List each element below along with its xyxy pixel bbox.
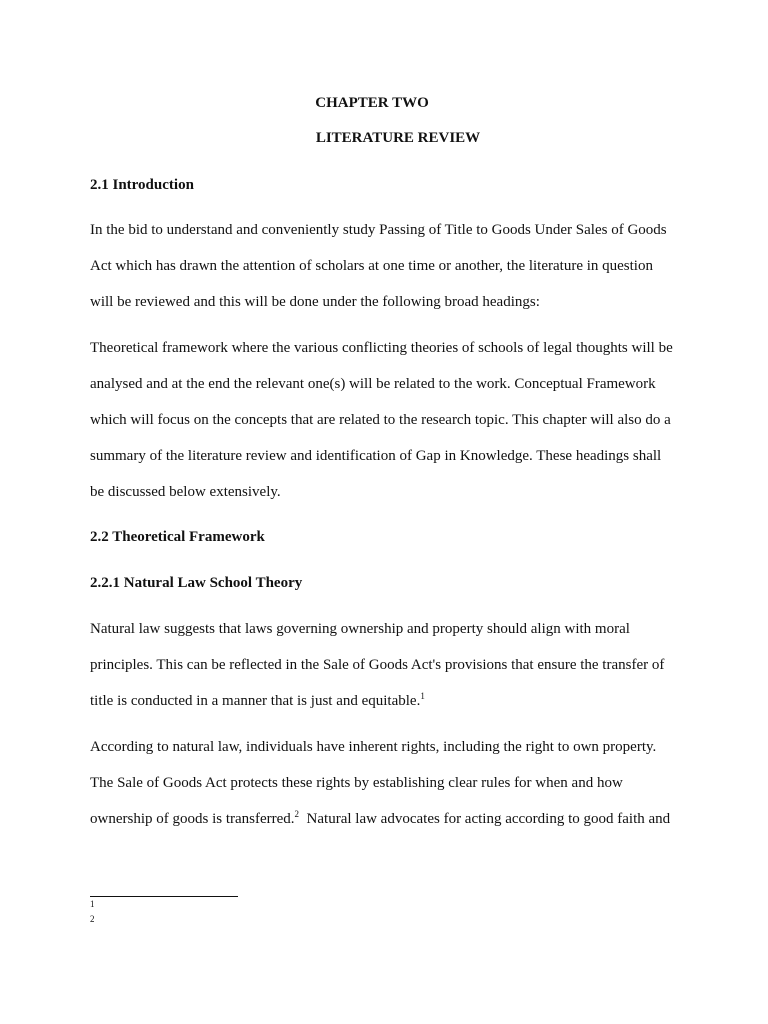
- text-line: The Sale of Goods Act protects these rights by establishing clear rules for when and how: [90, 775, 623, 791]
- chapter-title-heading: LITERATURE REVIEW: [315, 130, 481, 146]
- text-line: which will focus on the concepts that are related to the research topic. This chapter will also do a: [90, 412, 671, 428]
- text-line: According to natural law, individuals have inherent rights, including the right to own property.: [90, 739, 657, 755]
- section-heading-introduction: 2.1 Introduction: [90, 177, 194, 193]
- text-segment: Natural law advocates for acting according to good faith and: [299, 811, 671, 827]
- text-line: In the bid to understand and conveniently study Passing of Title to Goods Under Sales of Goods: [90, 222, 667, 238]
- footnote-2: 2: [90, 914, 95, 924]
- text-line-with-footnote: [90, 692, 690, 728]
- text-line: will be reviewed and this will be done under the following broad headings:: [90, 294, 540, 310]
- text-line: analysed and at the end the relevant one(s) will be related to the work. Conceptual Framework: [90, 376, 656, 392]
- section-heading-theoretical-framework: 2.2 Theoretical Framework: [90, 529, 265, 545]
- footnote-separator: [90, 896, 238, 897]
- text-line: principles. This can be reflected in the Sale of Goods Act's provisions that ensure the transfer of: [90, 657, 665, 673]
- text-segment: title is conducted in a manner that is just and equitable.: [90, 693, 421, 709]
- text-line: Natural law suggests that laws governing ownership and property should align with moral: [90, 621, 630, 637]
- chapter-number-heading: CHAPTER TWO: [315, 95, 429, 111]
- footnote-reference-1[interactable]: 1: [420, 691, 425, 701]
- text-line: Theoretical framework where the various conflicting theories of schools of legal thoughts will be: [90, 340, 673, 356]
- natural-law-paragraph-2: [90, 738, 690, 846]
- natural-law-paragraph-1: [90, 620, 690, 728]
- intro-paragraph-1: [90, 221, 690, 329]
- text-line: summary of the literature review and identification of Gap in Knowledge. These headings shall: [90, 448, 662, 464]
- text-line: be discussed below extensively.: [90, 484, 281, 500]
- subsection-heading-natural-law: 2.2.1 Natural Law School Theory: [90, 575, 303, 591]
- text-line-with-footnote: [90, 810, 690, 846]
- footnote-1: 1: [90, 899, 95, 909]
- intro-paragraph-2: [90, 339, 690, 519]
- footnote-reference-2[interactable]: 2: [294, 809, 300, 819]
- text-line: Act which has drawn the attention of scholars at one time or another, the literature in question: [90, 258, 653, 274]
- text-segment: ownership of goods is transferred.: [90, 811, 295, 827]
